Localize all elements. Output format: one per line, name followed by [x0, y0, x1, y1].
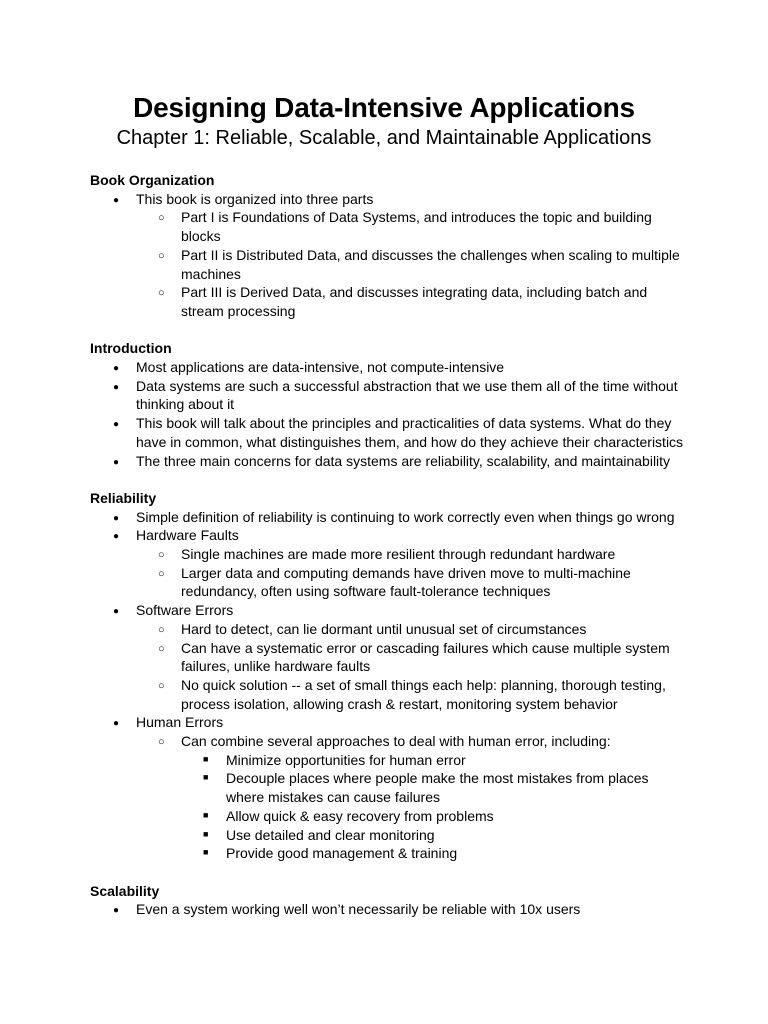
list-item: [90, 620, 690, 639]
list-item-text: The three main concerns for data systems are reliability, scalability, and maintainability: [136, 452, 671, 469]
list-item-text: Can have a systematic error or cascading failures which cause multiple system failures, unlike hardware faults: [181, 639, 670, 675]
list-item: [90, 826, 690, 845]
bullet-list: [90, 900, 690, 919]
bullet-circle-icon: [158, 564, 165, 585]
list-item-text: Part I is Foundations of Data Systems, and introduces the topic and building blocks: [181, 209, 652, 245]
bullet-circle-icon: [158, 732, 165, 753]
list-item: [90, 377, 690, 414]
list-item: [90, 769, 690, 806]
list-item-text: Human Errors: [136, 714, 224, 731]
list-item: [90, 844, 690, 863]
bullet-circle-icon: [158, 620, 165, 641]
list-item: [90, 190, 690, 209]
document-subtitle: Chapter 1: Reliable, Scalable, and Maintainable Applications: [116, 127, 652, 149]
list-item-text: No quick solution -- a set of small things each help: planning, thorough testing, process isolation, allowing crash & restart, monitoring system behavior: [181, 676, 666, 712]
bullet-square-icon: [203, 751, 208, 770]
section-scalability: [90, 882, 690, 919]
list-item: [90, 526, 690, 545]
list-item-text: Software Errors: [136, 602, 234, 619]
bullet-circle-icon: [158, 676, 165, 697]
list-item-text: Single machines are made more resilient through redundant hardware: [181, 546, 616, 563]
list-item: [90, 807, 690, 826]
section-heading: Introduction: [90, 340, 172, 357]
list-item: [90, 283, 690, 320]
list-item: [90, 751, 690, 770]
list-item-text: This book will talk about the principles and practicalities of data systems. What do they have in common, what distinguishes them, and how do they achieve their characteristics: [136, 415, 684, 450]
list-item: [90, 732, 690, 751]
section-heading: Reliability: [90, 489, 157, 506]
list-item-text: Decouple places where people make the most mistakes from places where mistakes can cause failures: [226, 770, 649, 806]
list-item-text: Allow quick & easy recovery from problems: [226, 807, 494, 824]
bullet-disc-icon: [113, 900, 119, 922]
bullet-circle-icon: [158, 283, 165, 304]
list-item: [90, 452, 690, 471]
list-item: [90, 545, 690, 564]
section-introduction: [90, 339, 690, 470]
list-item: [90, 208, 690, 245]
list-item: [90, 414, 690, 451]
list-item: [90, 639, 690, 676]
list-item: [90, 246, 690, 283]
document-body: [90, 171, 690, 938]
list-item-text: Use detailed and clear monitoring: [226, 826, 435, 843]
bullet-circle-icon: [158, 246, 165, 267]
list-item-text: Provide good management & training: [226, 845, 458, 862]
bullet-square-icon: [203, 844, 208, 863]
bullet-list: [90, 190, 690, 321]
list-item-text: Part II is Distributed Data, and discusses the challenges when scaling to multiple machines: [181, 246, 680, 282]
list-item: [90, 900, 690, 919]
list-item-text: Hardware Faults: [136, 527, 239, 544]
section-book-organization: [90, 171, 690, 321]
list-item: [90, 508, 690, 527]
section-heading: Scalability: [90, 882, 160, 899]
bullet-disc-icon: [113, 452, 119, 474]
list-item: [90, 676, 690, 713]
list-item-text: Larger data and computing demands have driven move to multi-machine redundancy, often using software fault-tolerance techniques: [181, 564, 631, 600]
list-item-text: Hard to detect, can lie dormant until unusual set of circumstances: [181, 620, 587, 637]
list-item: [90, 601, 690, 620]
bullet-circle-icon: [158, 639, 165, 660]
list-item-text: Data systems are such a successful abstraction that we use them all of the time without thinking about it: [136, 377, 678, 413]
bullet-square-icon: [203, 807, 208, 826]
list-item-text: This book is organized into three parts: [136, 190, 374, 207]
section-heading: Book Organization: [90, 172, 215, 188]
document-title: Designing Data-Intensive Applications: [133, 92, 635, 123]
list-item-text: Part III is Derived Data, and discusses integrating data, including batch and stream processing: [181, 284, 648, 319]
bullet-circle-icon: [158, 208, 165, 229]
bullet-square-icon: [203, 769, 208, 788]
bullet-circle-icon: [158, 545, 165, 566]
list-item-text: Minimize opportunities for human error: [226, 751, 466, 768]
list-item-text: Even a system working well won’t necessarily be reliable with 10x users: [136, 901, 581, 918]
list-item-text: Can combine several approaches to deal with human error, including:: [181, 733, 611, 750]
bullet-square-icon: [203, 826, 208, 845]
list-item-text: Most applications are data-intensive, not compute-intensive: [136, 359, 505, 376]
list-item: [90, 713, 690, 732]
bullet-list: [90, 508, 690, 863]
list-item: [90, 564, 690, 601]
list-item-text: Simple definition of reliability is continuing to work correctly even when things go wrong: [136, 508, 675, 525]
list-item: [90, 358, 690, 377]
bullet-list: [90, 358, 690, 470]
bullet-disc-icon: [113, 377, 119, 399]
section-reliability: [90, 489, 690, 863]
bullet-disc-icon: [113, 414, 119, 436]
